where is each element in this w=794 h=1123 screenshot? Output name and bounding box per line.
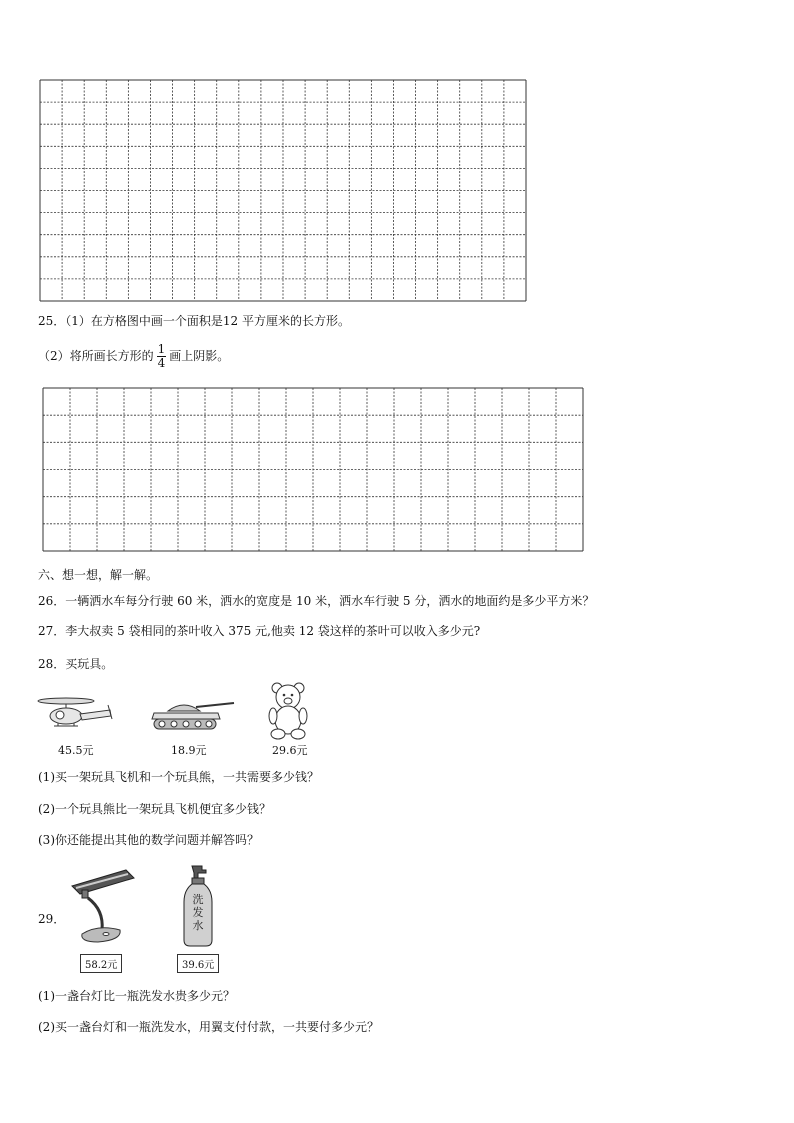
q29-sub2: (2)买一盏台灯和一瓶洗发水，用翼支付付款，一共要付多少元？: [38, 1020, 380, 1034]
helicopter-price: 45.5元: [58, 744, 94, 757]
shampoo-label-char: 水: [192, 919, 204, 932]
desk-lamp-image: [68, 868, 140, 946]
q25-part2-suffix: 画上阴影。: [169, 349, 230, 363]
bear-price: 29.6元: [272, 744, 308, 757]
teddy-bear-image: [264, 680, 314, 740]
toy-helicopter-image: [36, 695, 116, 735]
q28-text: 28．买玩具。: [38, 657, 114, 671]
shampoo-label-char: 发: [192, 906, 204, 919]
fraction-denominator: 4: [157, 356, 166, 370]
shampoo-label-char: 洗: [192, 893, 204, 906]
q27-text: 27．李大叔卖 5 袋相同的茶叶收入 375 元,他卖 12 袋这样的茶叶可以收入多少元?: [38, 624, 481, 638]
q25-part1: 25．（1）在方格图中画一个面积是12 平方厘米的长方形。: [38, 314, 350, 328]
q28-sub2: (2)一个玩具熊比一架玩具飞机便宜多少钱？: [38, 802, 271, 816]
shampoo-label: [188, 893, 208, 932]
q28-sub3: (3)你还能提出其他的数学问题并解答吗？: [38, 833, 259, 847]
tank-price: 18.9元: [171, 744, 207, 757]
q28-sub1: (1)买一架玩具飞机和一个玩具熊，一共需要多少钱？: [38, 770, 320, 784]
lamp-price: 58.2元: [80, 954, 122, 973]
toy-tank-image: [148, 697, 238, 733]
q29-number: 29．: [38, 912, 66, 926]
q29-sub1: (1)一盏台灯比一瓶洗发水贵多少元？: [38, 989, 235, 1003]
grid-paper-bottom: [0, 0, 794, 560]
q25-part2-prefix: （2）将所画长方形的: [38, 349, 154, 363]
q26-text: 26．一辆洒水车每分行驶 60 米，洒水的宽度是 10 米，洒水车行驶 5 分，洒水的地面约是多少平方米？: [38, 594, 595, 608]
section-six-title: 六、想一想，解一解。: [38, 568, 159, 582]
fraction-numerator: 1: [157, 342, 166, 356]
shampoo-price: 39.6元: [177, 954, 219, 973]
